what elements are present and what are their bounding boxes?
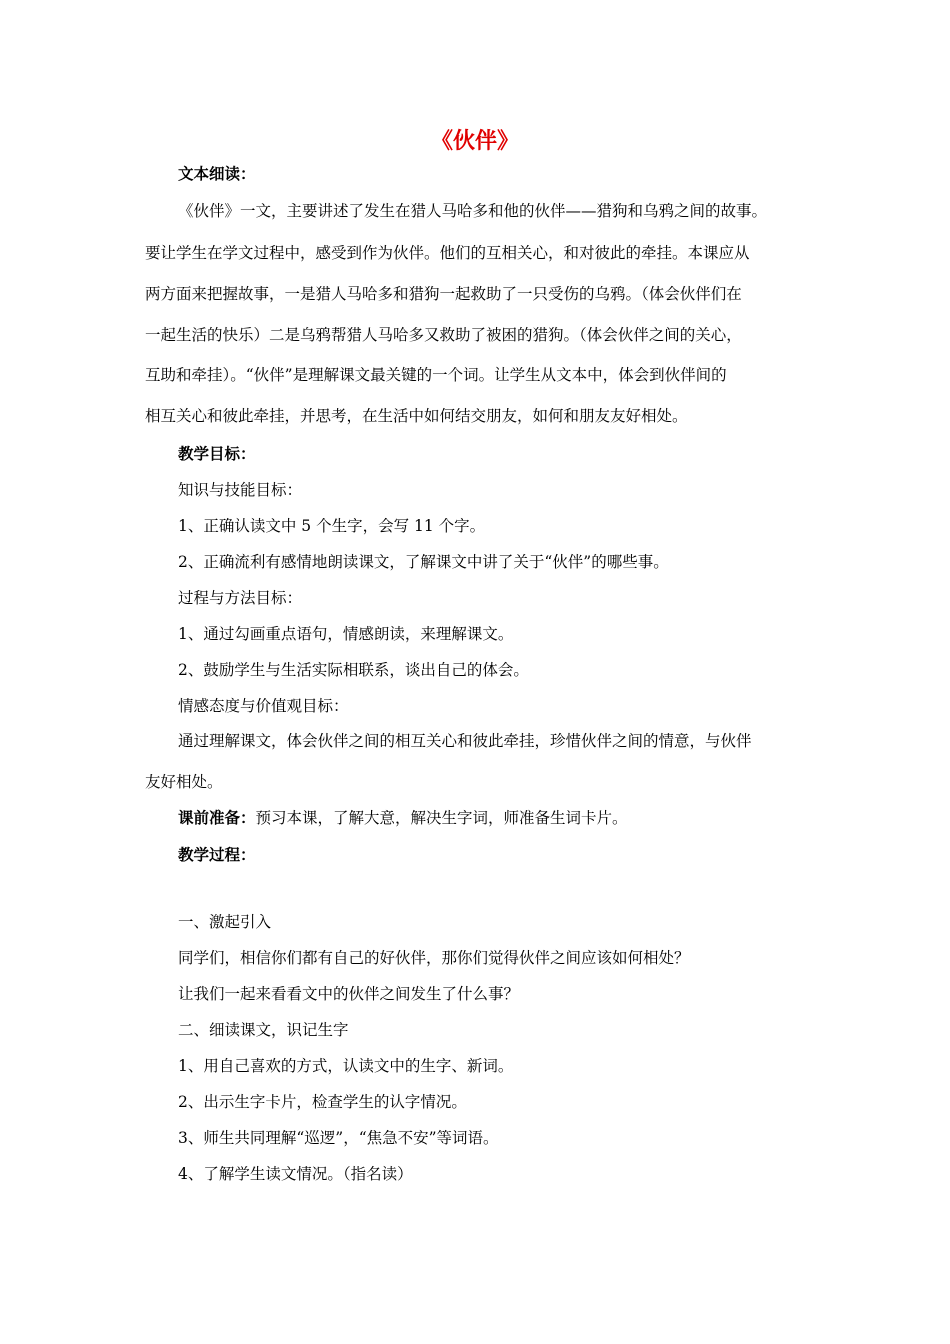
goal-emotion-item: 友好相处。 xyxy=(145,773,223,791)
goal-process-item: 2、鼓励学生与生活实际相联系，谈出自己的体会。 xyxy=(178,661,529,679)
goal-emotion-item: 通过理解课文，体会伙伴之间的相互关心和彼此牵挂，珍惜伙伴之间的情意，与伙伴 xyxy=(178,732,752,750)
paragraph-line: 一起生活的快乐）二是乌鸦帮猎人马哈多又救助了被困的猎狗。（体会伙伴之间的关心， xyxy=(145,326,742,344)
paragraph-line: 相互关心和彼此牵挂，并思考，在生活中如何结交朋友，如何和朋友友好相处。 xyxy=(145,407,688,425)
heading-text-reading: 文本细读： xyxy=(178,165,256,183)
goal-knowledge-label: 知识与技能目标： xyxy=(178,481,303,499)
goal-emotion-label: 情感态度与价值观目标： xyxy=(178,697,349,715)
preparation-text: 预习本课，了解大意，解决生字词，师准备生词卡片。 xyxy=(255,809,628,827)
goal-knowledge-item: 1、正确认读文中 5 个生字，会写 11 个字。 xyxy=(178,517,486,535)
section-title: 一、激起引入 xyxy=(178,913,272,931)
paragraph-line: 《伙伴》一文，主要讲述了发生在猎人马哈多和他的伙伴——猎狗和乌鸦之间的故事。 xyxy=(178,202,768,220)
section-line: 让我们一起来看看文中的伙伴之间发生了什么事？ xyxy=(178,985,520,1003)
section-line: 3、师生共同理解“巡逻”，“焦急不安”等词语。 xyxy=(178,1129,499,1147)
paragraph-line: 要让学生在学文过程中，感受到作为伙伴。他们的互相关心，和对彼此的牵挂。本课应从 xyxy=(145,244,750,262)
goal-process-item: 1、通过勾画重点语句，情感朗读，来理解课文。 xyxy=(178,625,514,643)
section-line: 1、用自己喜欢的方式，认读文中的生字、新词。 xyxy=(178,1057,514,1075)
section-line: 4、了解学生读文情况。（指名读） xyxy=(178,1165,413,1183)
heading-teaching-process: 教学过程： xyxy=(178,846,256,864)
paragraph-line: 两方面来把握故事，一是猎人马哈多和猎狗一起救助了一只受伤的乌鸦。（体会伙伴们在 xyxy=(145,285,742,303)
heading-teaching-goals: 教学目标： xyxy=(178,445,256,463)
document-title: 《伙伴》 xyxy=(430,129,519,154)
preparation-label: 课前准备： xyxy=(178,809,256,827)
section-line: 同学们，相信你们都有自己的好伙伴，那你们觉得伙伴之间应该如何相处？ xyxy=(178,949,690,967)
section-line: 2、出示生字卡片，检查学生的认字情况。 xyxy=(178,1093,467,1111)
goal-process-label: 过程与方法目标： xyxy=(178,589,303,607)
paragraph-line: 互助和牵挂）。“伙伴”是理解课文最关键的一个词。让学生从文本中，体会到伙伴间的 xyxy=(145,366,727,384)
goal-knowledge-item: 2、正确流利有感情地朗读课文，了解课文中讲了关于“伙伴”的哪些事。 xyxy=(178,553,669,571)
section-title: 二、细读课文，识记生字 xyxy=(178,1021,349,1039)
preparation-line xyxy=(178,808,628,828)
